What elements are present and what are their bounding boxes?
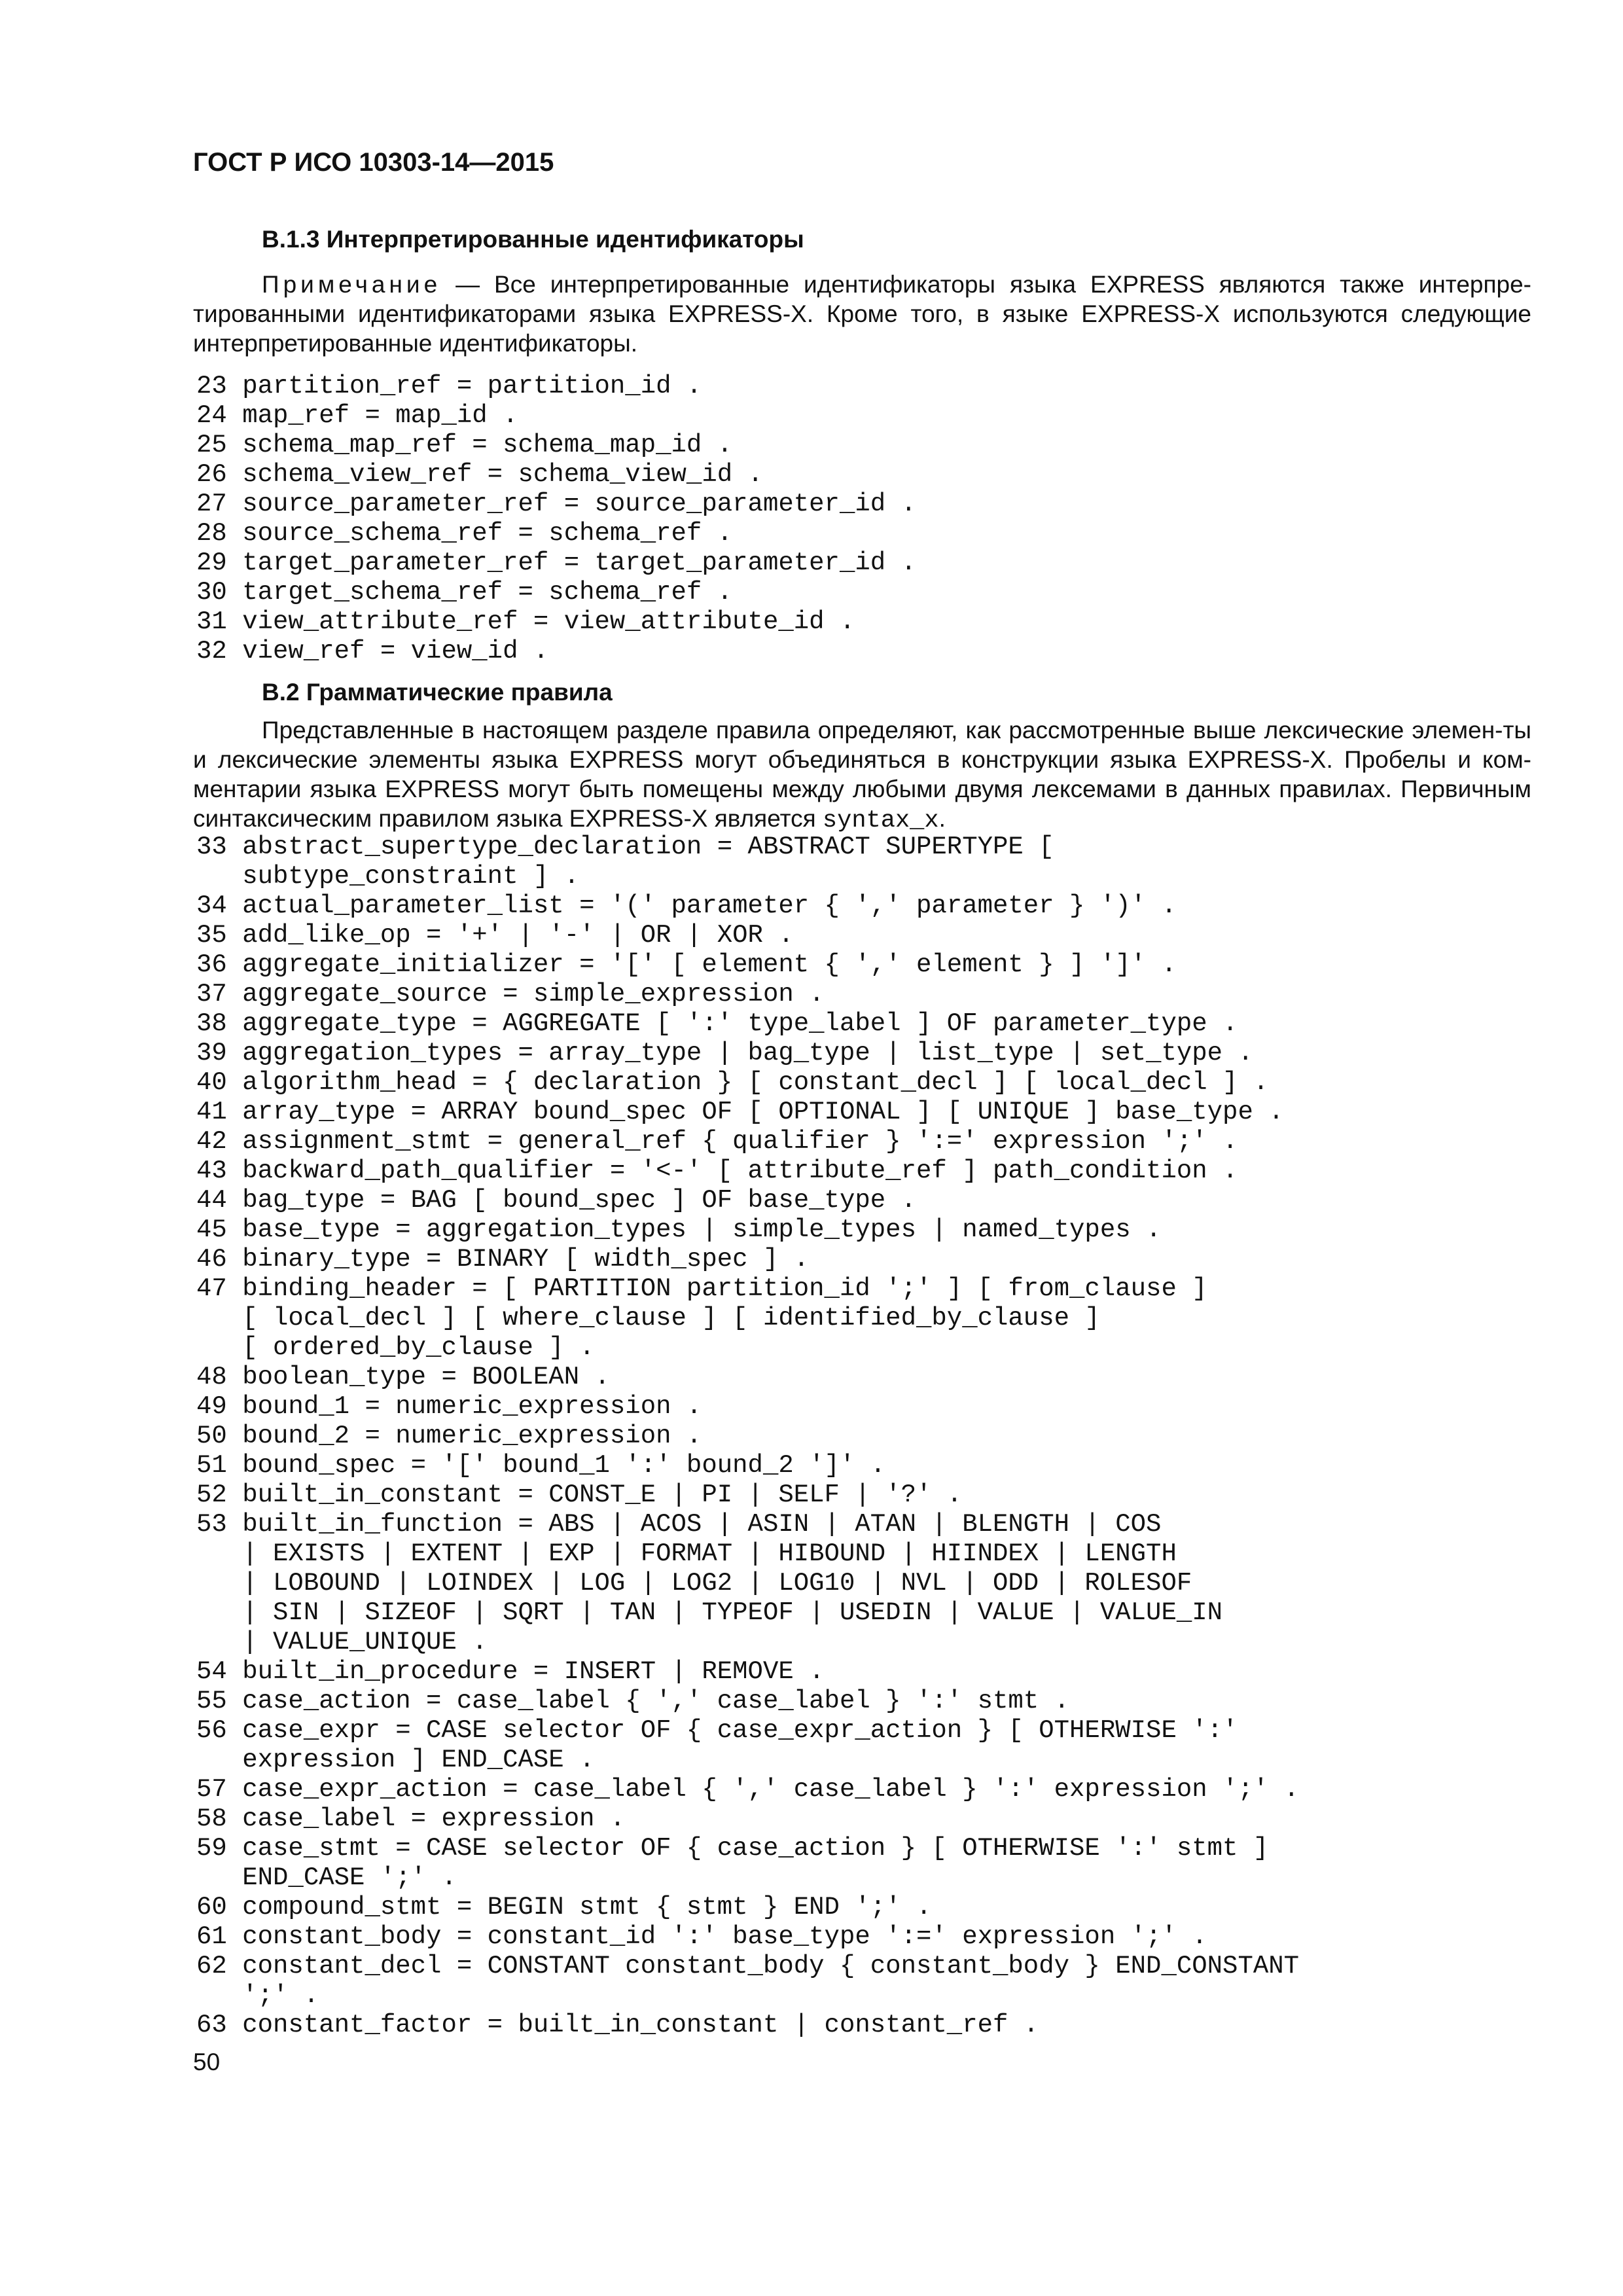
code-line: 35 add_like_op = '+' | '-' | OR | XOR . [196, 921, 794, 950]
section-title-b2: В.2 Грамматические правила [262, 679, 613, 706]
code-line: 47 binding_header = [ PARTITION partition_id ';' ] [ from_clause ] [196, 1274, 1207, 1303]
note-label: Примечание [262, 271, 442, 298]
code-line: 24 map_ref = map_id . [196, 401, 518, 430]
note-paragraph [193, 270, 1531, 358]
code-line: 50 bound_2 = numeric_expression . [196, 1422, 702, 1450]
page-number: 50 [193, 2049, 221, 2075]
code-line: 55 case_action = case_label { ',' case_label } ':' stmt . [196, 1687, 1070, 1715]
code-line: 23 partition_ref = partition_id . [196, 372, 702, 401]
code-line: 43 backward_path_qualifier = '<-' [ attribute_ref ] path_condition . [196, 1157, 1238, 1185]
code-line: 44 bag_type = BAG [ bound_spec ] OF base_type . [196, 1186, 916, 1215]
code-line: END_CASE ';' . [196, 1863, 457, 1892]
code-line: 31 view_attribute_ref = view_attribute_id . [196, 607, 855, 636]
code-line: 62 constant_decl = CONSTANT constant_body { constant_body } END_CONSTANT [196, 1952, 1300, 1981]
code-block-identifiers [196, 372, 916, 666]
code-line: 28 source_schema_ref = schema_ref . [196, 519, 733, 548]
code-line: 42 assignment_stmt = general_ref { qualifier } ':=' expression ';' . [196, 1127, 1238, 1156]
code-line: 49 bound_1 = numeric_expression . [196, 1392, 702, 1421]
code-line: 36 aggregate_initializer = '[' [ element { ',' element } ] ']' . [196, 950, 1177, 979]
code-line: 52 built_in_constant = CONST_E | PI | SELF | '?' . [196, 1480, 963, 1509]
code-line: 59 case_stmt = CASE selector OF { case_action } [ OTHERWISE ':' stmt ] [196, 1834, 1269, 1863]
code-line: [ ordered_by_clause ] . [196, 1333, 595, 1362]
code-line: 27 source_parameter_ref = source_parameter_id . [196, 490, 916, 518]
code-line: 60 compound_stmt = BEGIN stmt { stmt } END ';' . [196, 1893, 932, 1922]
code-line: [ local_decl ] [ where_clause ] [ identified_by_clause ] [196, 1304, 1100, 1333]
code-line: 38 aggregate_type = AGGREGATE [ ':' type_label ] OF parameter_type . [196, 1009, 1238, 1038]
code-line: 45 base_type = aggregation_types | simple_types | named_types . [196, 1215, 1162, 1244]
code-line: 39 aggregation_types = array_type | bag_type | list_type | set_type . [196, 1039, 1253, 1067]
code-line: 54 built_in_procedure = INSERT | REMOVE . [196, 1657, 825, 1686]
code-line: 29 target_parameter_ref = target_parameter_id . [196, 548, 916, 577]
code-line: 61 constant_body = constant_id ':' base_type ':=' expression ';' . [196, 1922, 1207, 1951]
grammar-intro-text: Представленные в настоящем разделе правила определяют, как рассмотренные выше лексические элемен-ты и лексические элементы языка EXPRESS могут объединяться в конструкции языка EXPRESS-X. Пробелы и ком-ментарии языка EXPRESS могут быть помещены между любыми двумя лексемами в данных правилах. Первичным синтаксическим правилом языка EXPRESS-X является [193, 717, 1531, 832]
section-title-b13: В.1.3 Интерпретированные идентификаторы [262, 226, 804, 253]
code-line: 30 target_schema_ref = schema_ref . [196, 578, 733, 607]
code-line: 33 abstract_supertype_declaration = ABSTRACT SUPERTYPE [ [196, 833, 1054, 861]
code-line: ';' . [196, 1981, 319, 2010]
code-line: | SIN | SIZEOF | SQRT | TAN | TYPEOF | USEDIN | VALUE | VALUE_IN [196, 1598, 1223, 1627]
code-line: 51 bound_spec = '[' bound_1 ':' bound_2 ']' . [196, 1451, 886, 1480]
note-text: — Все интерпретированные идентификаторы языка EXPRESS являются также интерпре-тированными идентификаторами языка EXPRESS-X. Кроме того, в языке EXPRESS-X используются следующие интерпретированные идентификаторы. [193, 271, 1531, 357]
code-line: 34 actual_parameter_list = '(' parameter { ',' parameter } ')' . [196, 891, 1177, 920]
grammar-intro-end: . [938, 805, 946, 832]
code-line: 56 case_expr = CASE selector OF { case_expr_action } [ OTHERWISE ':' [196, 1716, 1238, 1745]
grammar-intro-paragraph [193, 715, 1531, 836]
code-block-grammar-rules [196, 833, 1299, 2040]
code-line: 46 binary_type = BINARY [ width_spec ] . [196, 1245, 810, 1274]
code-line: 48 boolean_type = BOOLEAN . [196, 1363, 610, 1391]
code-line: subtype_constraint ] . [196, 862, 580, 891]
document-header: ГОСТ Р ИСО 10303-14—2015 [193, 148, 554, 177]
code-line: | LOBOUND | LOINDEX | LOG | LOG2 | LOG10 | NVL | ODD | ROLESOF [196, 1569, 1192, 1598]
code-line: | EXISTS | EXTENT | EXP | FORMAT | HIBOUND | HIINDEX | LENGTH [196, 1539, 1177, 1568]
code-line: 32 view_ref = view_id . [196, 637, 549, 666]
code-line: 37 aggregate_source = simple_expression . [196, 980, 825, 1009]
code-line: 63 constant_factor = built_in_constant | constant_ref . [196, 2011, 1039, 2039]
code-line: 26 schema_view_ref = schema_view_id . [196, 460, 763, 489]
code-line: 57 case_expr_action = case_label { ',' case_label } ':' expression ';' . [196, 1775, 1300, 1804]
code-line: expression ] END_CASE . [196, 1746, 595, 1774]
code-line: 58 case_label = expression . [196, 1804, 626, 1833]
code-line: | VALUE_UNIQUE . [196, 1628, 488, 1657]
code-line: 40 algorithm_head = { declaration } [ constant_decl ] [ local_decl ] . [196, 1068, 1269, 1097]
code-line: 41 array_type = ARRAY bound_spec OF [ OPTIONAL ] [ UNIQUE ] base_type . [196, 1098, 1284, 1126]
code-line: 25 schema_map_ref = schema_map_id . [196, 431, 733, 459]
primary-rule-name: syntax_x [822, 807, 939, 834]
code-line: 53 built_in_function = ABS | ACOS | ASIN | ATAN | BLENGTH | COS [196, 1510, 1162, 1539]
